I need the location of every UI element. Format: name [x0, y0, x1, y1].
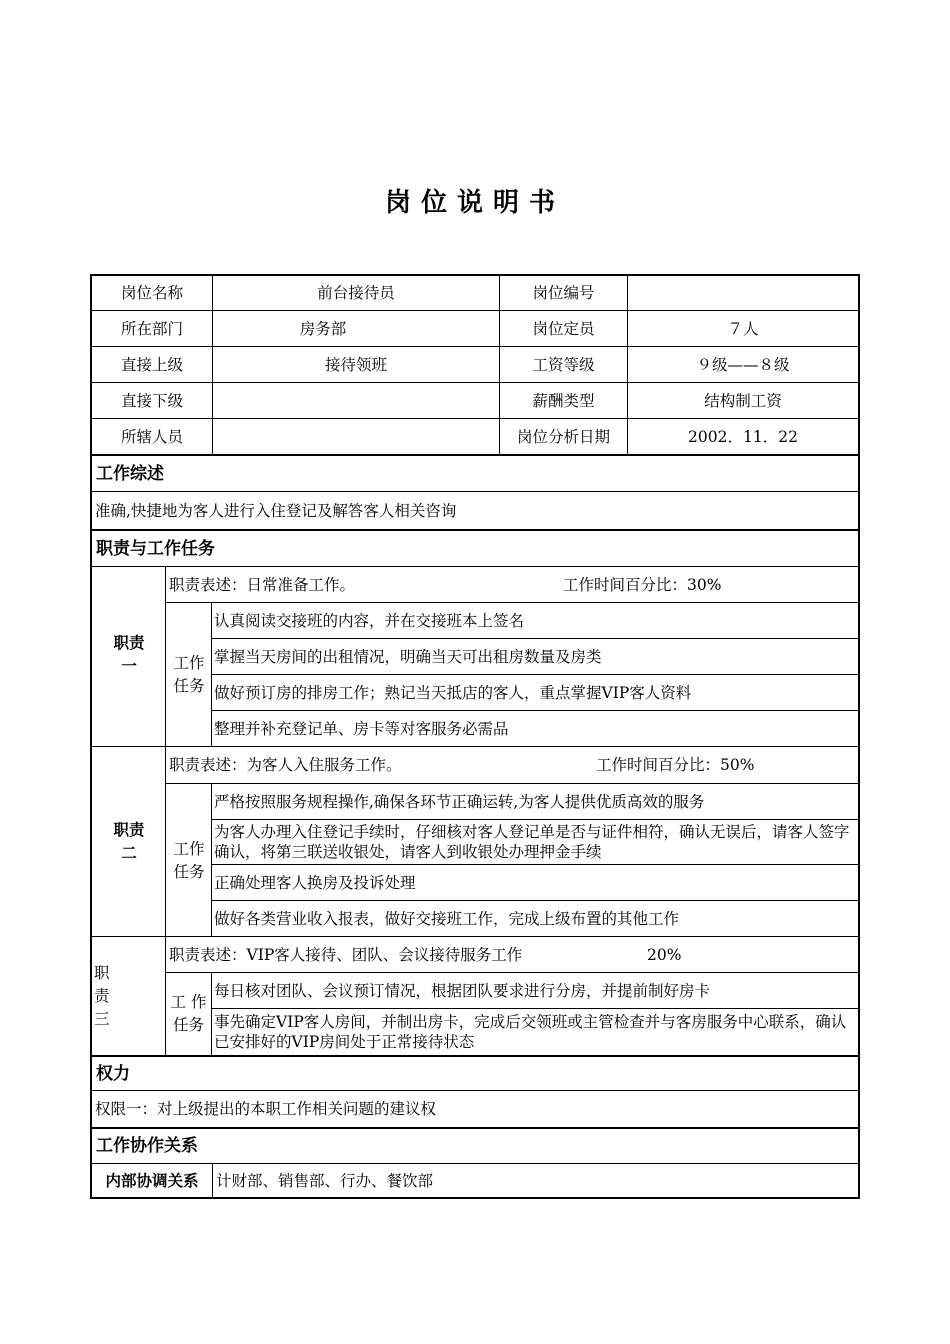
duty-3-tasks-label: 工 作任务	[170, 993, 207, 1034]
position-name-label: 岗位名称	[120, 284, 183, 302]
duty-2-description: 职责表述：为客人入住服务工作。	[169, 756, 402, 774]
analysis-date-value: 2002．11．22	[688, 427, 798, 446]
position-name-value: 前台接待员	[317, 284, 395, 302]
headcount-value: ７人	[727, 319, 759, 338]
duty-1-task-3: 做好预订房的排房工作；熟记当天抵店的客人，重点掌握VIP客人资料	[214, 683, 692, 702]
duty-1-task-1: 认真阅读交接班的内容，并在交接班本上签名	[214, 611, 525, 630]
duty-1-tasks-label: 工作任务	[173, 654, 205, 695]
duty-3-description: 职责表述：VIP客人接待、团队、会议接待服务工作	[169, 945, 523, 964]
department-value: 房务部	[299, 319, 347, 338]
page-title: 岗位说明书	[384, 188, 565, 218]
pay-type-value: 结构制工资	[704, 391, 782, 410]
duty-2-label: 职责二	[113, 821, 145, 862]
duty-3-task-1: 每日核对团队、会议预订情况，根据团队要求进行分房，并提前制好房卡	[214, 981, 711, 1000]
duty-1-task-2: 掌握当天房间的出租情况，明确当天可出租房数量及房类	[214, 647, 602, 666]
position-code-label: 岗位编号	[532, 284, 595, 302]
staff-label: 所辖人员	[120, 427, 183, 446]
duty-1-task-4: 整理并补充登记单、房卡等对客服务必需品	[214, 719, 509, 738]
column-divider	[165, 566, 166, 1055]
subordinate-value	[213, 383, 499, 418]
duty-2-tasks-label: 工作任务	[173, 840, 205, 881]
duty-3-task-2: 事先确定VIP客人房间，并制出房卡，完成后交领班或主管检查并与客房服务中心联系，确认已安排好的VIP房间处于正常接待状态	[214, 1013, 847, 1051]
duty-2-task-4: 做好各类营业收入报表，做好交接班工作，完成上级布置的其他工作	[214, 909, 680, 928]
department-label: 所在部门	[120, 319, 183, 338]
duty-1-label: 职责一	[113, 634, 145, 675]
headcount-label: 岗位定员	[532, 319, 595, 338]
pay-type-label: 薪酬类型	[532, 391, 595, 410]
supervisor-label: 直接上级	[120, 355, 183, 374]
position-code-value	[628, 276, 858, 310]
summary-text: 准确,快捷地为客人进行入住登记及解答客人相关咨询	[95, 501, 457, 520]
duty-1-description: 职责表述：日常准备工作。	[169, 575, 356, 594]
duty-2-time-percent: 工作时间百分比：50%	[596, 756, 755, 774]
staff-value	[213, 419, 499, 454]
salary-grade-label: 工资等级	[532, 355, 595, 374]
summary-heading: 工作综述	[96, 463, 164, 484]
duties-heading: 职责与工作任务	[96, 538, 215, 559]
salary-grade-value: ９级——８级	[696, 355, 790, 374]
supervisor-value: 接待领班	[324, 355, 387, 374]
duty-2-task-3: 正确处理客人换房及投诉处理	[214, 873, 416, 892]
authority-heading: 权力	[96, 1063, 130, 1084]
internal-coordination-label: 内部协调关系	[105, 1171, 199, 1190]
duty-3-time-percent: 20%	[647, 945, 682, 964]
duty-2-task-2: 为客人办理入住登记手续时，仔细核对客人登记单是否与证件相符，确认无误后，请客人签字确认，将第三联送收银处，请客人到收银处办理押金手续	[214, 823, 850, 861]
analysis-date-label: 岗位分析日期	[516, 427, 610, 446]
duty-2-task-1: 严格按照服务规程操作,确保各环节正确运转,为客人提供优质高效的服务	[214, 792, 705, 811]
authority-item-1: 权限一：对上级提出的本职工作相关问题的建议权	[95, 1100, 437, 1118]
cooperation-heading: 工作协作关系	[96, 1136, 198, 1156]
subordinate-label: 直接下级	[120, 391, 183, 410]
duty-3-label: 职责三	[94, 964, 110, 1028]
duty-1-time-percent: 工作时间百分比：30%	[563, 575, 722, 594]
internal-coordination-value: 计财部、销售部、行办、餐饮部	[216, 1171, 434, 1190]
